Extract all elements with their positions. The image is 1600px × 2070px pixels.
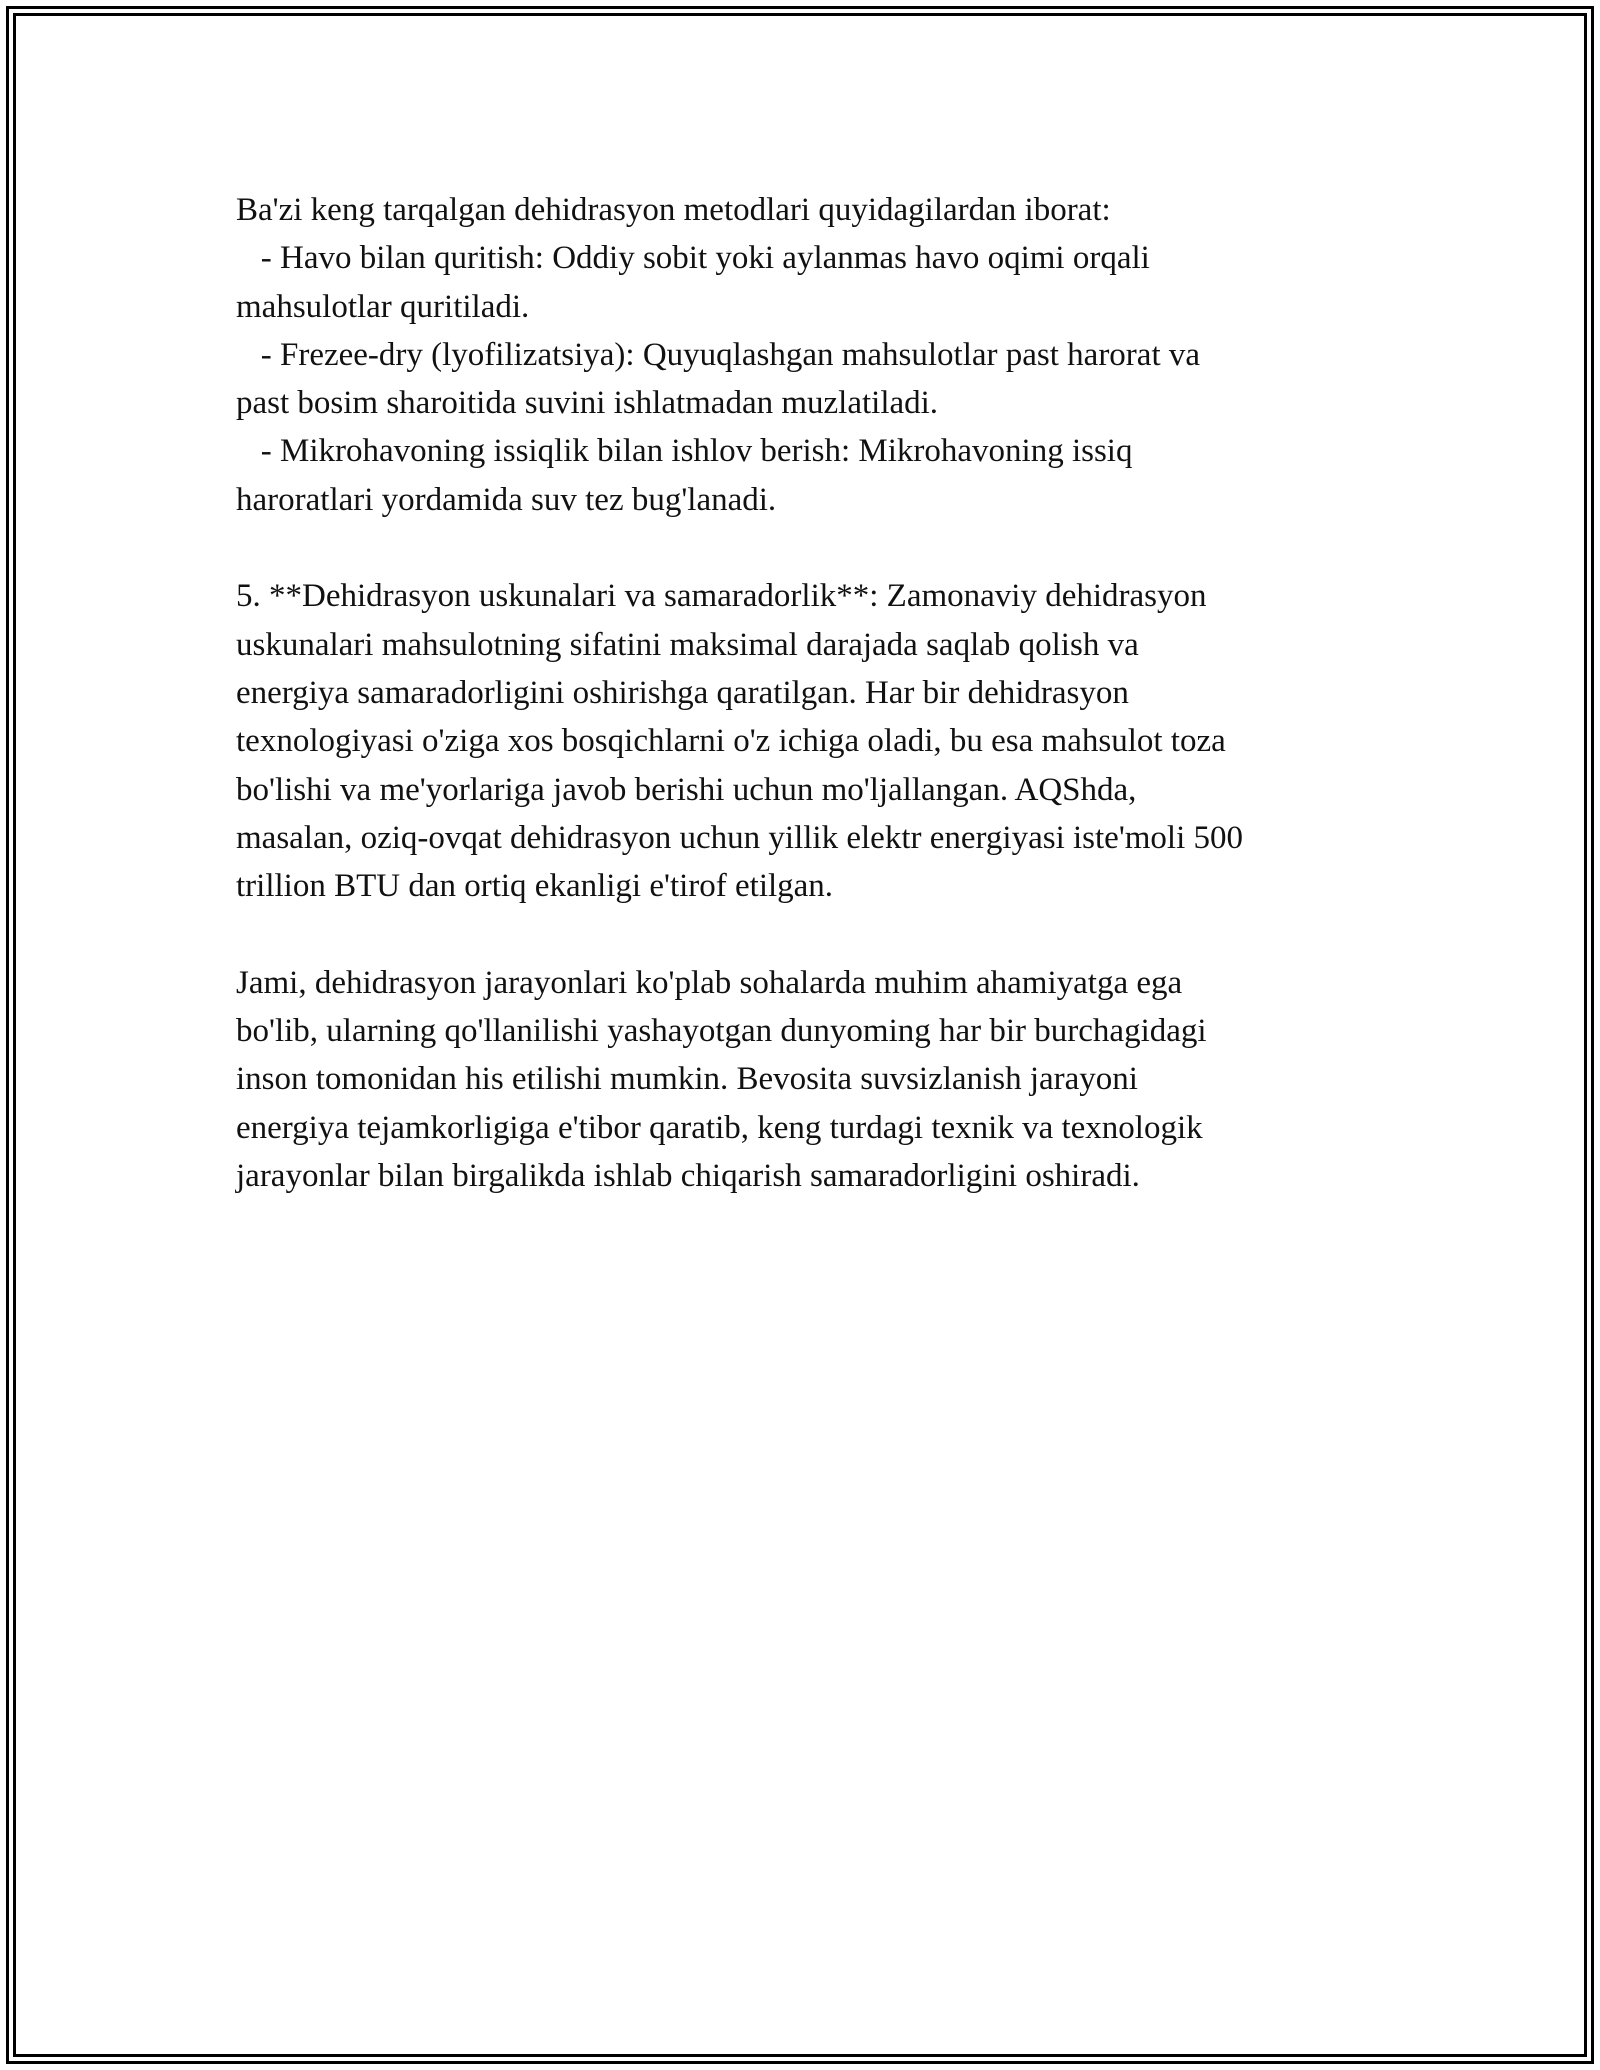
paragraph-gap [236,524,1386,572]
text-line: bo'lishi va me'yorlariga javob berishi uchun mo'ljallangan. AQShda, [236,771,1137,808]
text-line: trillion BTU dan ortiq ekanligi e'tirof etilgan. [236,868,834,905]
text-line: inson tomonidan his etilishi mumkin. Bevosita suvsizlanish jarayoni [236,1061,1138,1098]
text-line: texnologiyasi o'ziga xos bosqichlarni o'z ichiga oladi, bu esa mahsulot toza [236,723,1226,760]
text-line: - Frezee-dry (lyofilizatsiya): Quyuqlashgan mahsulotlar past harorat va [236,336,1201,373]
text-line: Ba'zi keng tarqalgan dehidrasyon metodlari quyidagilardan iborat: [236,192,1111,228]
text-line: past bosim sharoitida suvini ishlatmadan muzlatiladi. [236,385,939,422]
document-body [236,186,1386,1200]
text-line: bo'lib, ularning qo'llanilishi yashayotgan dunyoming har bir burchagidagi [236,1013,1207,1050]
text-line: 5. **Dehidrasyon uskunalari va samaradorlik**: Zamonaviy dehidrasyon [236,578,1207,615]
text-line: mahsulotlar quritiladi. [236,288,530,325]
text-line: energiya samaradorligini oshirishga qaratilgan. Har bir dehidrasyon [236,674,1129,711]
text-line: haroratlari yordamida suv tez bug'lanadi. [236,481,777,518]
text-line: jarayonlar bilan birgalikda ishlab chiqarish samaradorligini oshiradi. [236,1157,1140,1194]
text-line: energiya tejamkorligiga e'tibor qaratib, keng turdagi texnik va texnologik [236,1109,1203,1146]
text-line: uskunalari mahsulotning sifatini maksimal darajada saqlab qolish va [236,626,1139,663]
text-line: masalan, oziq-ovqat dehidrasyon uchun yillik elektr energiyasi iste'moli 500 [236,819,1244,856]
text-line: Jami, dehidrasyon jarayonlari ko'plab sohalarda muhim ahamiyatga ega [236,964,1183,1001]
paragraph-gap [236,910,1386,958]
text-line: - Havo bilan quritish: Oddiy sobit yoki aylanmas havo oqimi orqali [236,240,1150,277]
text-line: - Mikrohavoning issiqlik bilan ishlov berish: Mikrohavoning issiq [236,433,1133,470]
